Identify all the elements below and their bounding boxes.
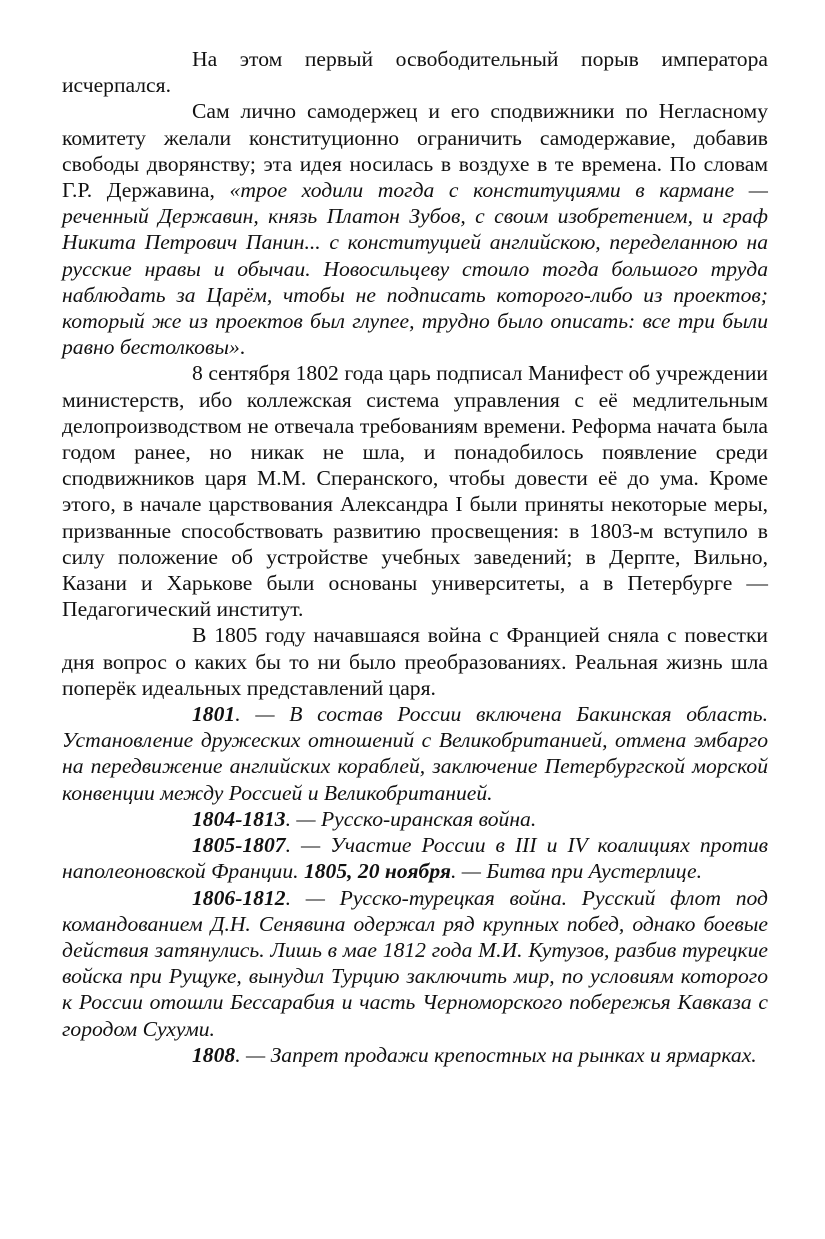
chronology-year: 1805-1807: [192, 833, 286, 858]
paragraph-3: [62, 360, 768, 622]
chronology-entry-1801: [62, 701, 768, 806]
derzhavin-quote: «трое ходили тогда с конституциями в кармане — реченный Державин, князь Платон Зубов, с своим изобретением, и граф Никита Петрович Панин... с конституцией английскою, переделанною на русские нравы и обычаи. Новосильцеву стоило тогда большого труда наблюдать за Царём, чтобы не подписать которого-либо из проектов; который же из проектов был глупее, трудно было описать: все три были равно бестолковы»: [62, 178, 768, 360]
paragraph-text: 8 сентября 1802 года царь подписал Манифест об учреждении министерств, ибо коллежская система управления с её медлительным делопроизводством не отвечала требованиям времени. Реформа начата была годом ранее, но никак не шла, и понадобилось появление среди сподвижников царя М.М. Сперанского, чтобы довести её до ума. Кроме этого, в начале царствования Александра I были приняты некоторые меры, призванные способствовать развитию просвещения: в 1803-м вступило в силу положение об устройстве учебных заведений; в Дерпте, Вильно, Казани и Харькове были основаны университеты, а в Петербурге — Педагогический институт.: [62, 361, 768, 622]
chronology-entry-1805: [62, 832, 768, 884]
chronology-text: . — Участие России в III и IV коалициях против наполеоновской Франции.: [62, 833, 768, 884]
chronology-year: 1804-1813: [192, 806, 286, 831]
chronology-entry-1808: [62, 1042, 768, 1068]
chronology-text: . — Битва при Аустерлице.: [450, 859, 703, 884]
chronology-year: 1808: [192, 1042, 236, 1067]
chronology-text: . — В состав России включена Бакинская область. Установление дружеских отношений с Великобританией, отмена эмбарго на передвижение английских кораблей, заключение Петербургской морской конвенции между Россией и Великобританией.: [62, 702, 768, 805]
document-page: [62, 46, 768, 1068]
chronology-entry-1804: [62, 806, 768, 832]
paragraph-tail: .: [239, 335, 246, 360]
chronology-date: 1805, 20 ноября: [303, 859, 451, 884]
paragraph-text: На этом первый освободительный порыв императора исчерпался.: [62, 47, 768, 98]
paragraph-4: [62, 622, 768, 701]
paragraph-1: [62, 46, 768, 98]
paragraph-text: Сам лично самодержец и его сподвижники по Негласному комитету желали конституционно ограничить самодержавие, добавив свободы дворянству; эта идея носилась в воздухе в те времена. По словам Г.Р. Державина,: [62, 99, 768, 203]
chronology-entry-1806: [62, 885, 768, 1042]
paragraph-2: [62, 98, 768, 360]
chronology-text: . — Русско-турецкая война. Русский флот под командованием Д.Н. Сенявина одержал ряд крупных побед, однако боевые действия затянулись. Лишь в мае 1812 года М.И. Кутузов, разбив турецкие войска при Рущуке, вынудил Турцию заключить мир, по условиям которого к России отошли Бессарабия и часть Черноморского побережья Кавказа с городом Сухуми.: [62, 885, 768, 1041]
chronology-text: . — Запрет продажи крепостных на рынках и ярмарках.: [235, 1042, 757, 1067]
chronology-year: 1801: [192, 702, 236, 727]
chronology-text: . — Русско-иранская война.: [285, 806, 537, 831]
chronology-year: 1806-1812: [192, 885, 286, 910]
paragraph-text: В 1805 году начавшаяся война с Францией сняла с повестки дня вопрос о каких бы то ни было преобразованиях. Реальная жизнь шла поперёк идеальных представлений царя.: [62, 623, 768, 700]
